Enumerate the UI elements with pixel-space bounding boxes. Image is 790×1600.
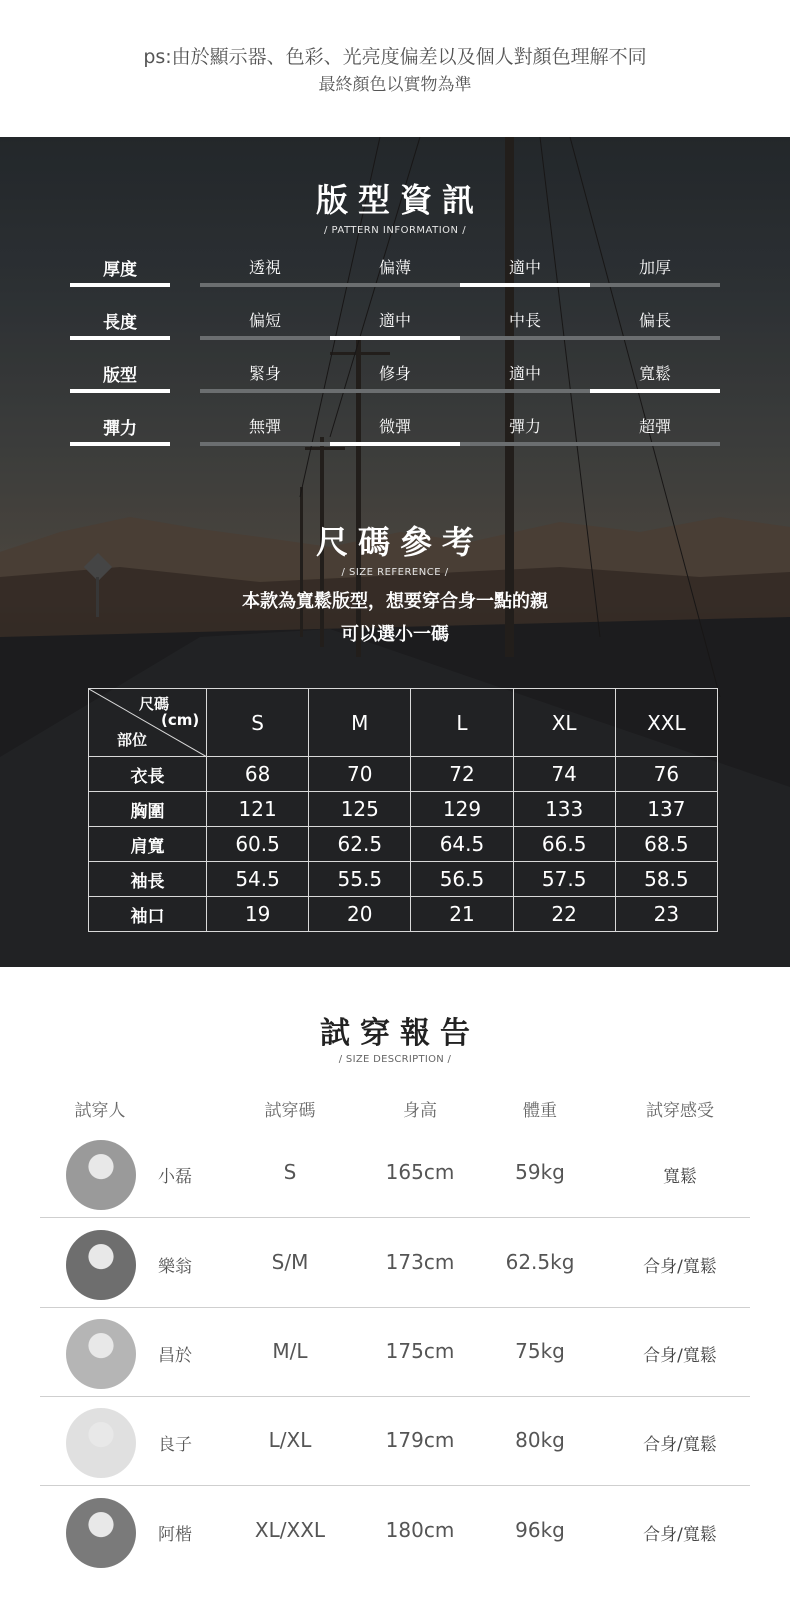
color-disclaimer: [0, 42, 790, 98]
measurement-value: 125: [309, 792, 411, 827]
tester-weight: 96kg: [515, 1518, 565, 1542]
pattern-row-label-underline: [70, 283, 170, 287]
pattern-option: 偏薄: [378, 258, 411, 277]
tester-feel: 合身/寬鬆: [643, 1346, 717, 1366]
size-chart-table: [88, 688, 718, 932]
tester-size: S: [283, 1160, 297, 1184]
pattern-selected-indicator: [460, 283, 590, 287]
pattern-scale-track: [200, 336, 720, 340]
tester-feel: 寬鬆: [663, 1167, 697, 1187]
size-advice-line-1: 本款為寬鬆版型，想要穿合身一點的親: [242, 591, 548, 612]
fitting-report-row: [40, 1130, 750, 1218]
size-reference-heading: [0, 517, 790, 578]
size-col-header: L: [411, 689, 513, 757]
tester-feel: 合身/寬鬆: [643, 1525, 717, 1545]
avatar: [66, 1498, 136, 1568]
pattern-row-label: 彈力: [103, 419, 137, 439]
measurement-value: 121: [207, 792, 309, 827]
pattern-row-label-underline: [70, 336, 170, 340]
size-advice-line-2: 可以選小一碼: [341, 624, 449, 645]
measurement-value: 62.5: [309, 827, 411, 862]
tester-name: 阿楷: [158, 1525, 192, 1545]
tester-name: 樂翁: [158, 1257, 192, 1277]
pattern-option: 緊身: [248, 364, 281, 383]
size-chart-body: [89, 757, 718, 932]
measurement-value: 60.5: [207, 827, 309, 862]
measurement-value: 21: [411, 897, 513, 932]
header-feel: 試穿感受: [646, 1101, 714, 1121]
pattern-selected-indicator: [330, 336, 460, 340]
pattern-option: 適中: [378, 311, 411, 330]
fitting-report-heading: [0, 1008, 790, 1065]
pattern-row-label: 長度: [103, 313, 137, 333]
size-col-header: M: [309, 689, 411, 757]
tester-feel: 合身/寬鬆: [643, 1435, 717, 1455]
header-person: 試穿人: [74, 1101, 126, 1121]
disclaimer-line-1: ps:由於顯示器、色彩、光亮度偏差以及個人對顏色理解不同: [143, 46, 647, 68]
measurement-part: 袖口: [89, 897, 207, 932]
size-chart-header-row: [89, 689, 718, 757]
pattern-row-label-underline: [70, 389, 170, 393]
pattern-option: 彈力: [508, 417, 541, 436]
corner-unit-label: (cm): [161, 711, 200, 729]
size-col-header: XXL: [615, 689, 717, 757]
pattern-option: 寬鬆: [638, 364, 671, 383]
measurement-value: 64.5: [411, 827, 513, 862]
measurement-value: 76: [615, 757, 717, 792]
measurement-value: 133: [513, 792, 615, 827]
pattern-option: 中長: [508, 311, 541, 330]
measurement-part: 胸圍: [89, 792, 207, 827]
measurement-part: 肩寬: [89, 827, 207, 862]
measurement-value: 23: [615, 897, 717, 932]
pattern-option: 適中: [508, 364, 541, 383]
measurement-value: 70: [309, 757, 411, 792]
size-chart-row: [89, 897, 718, 932]
tester-name: 小磊: [158, 1167, 192, 1187]
size-chart-corner: [89, 689, 207, 757]
pattern-info-title: 版型資訊: [315, 181, 484, 219]
avatar: [66, 1140, 136, 1210]
measurement-value: 19: [207, 897, 309, 932]
fitting-report-subtitle: / SIZE DESCRIPTION /: [338, 1054, 452, 1065]
size-reference-title: 尺碼參考: [315, 523, 484, 561]
tester-weight: 59kg: [515, 1160, 565, 1184]
pattern-option: 無彈: [248, 417, 281, 436]
pattern-row: [0, 361, 790, 401]
pattern-row: [0, 414, 790, 454]
tester-size: S/M: [271, 1250, 309, 1274]
avatar: [66, 1408, 136, 1478]
pattern-row-label: 版型: [103, 366, 137, 386]
measurement-value: 58.5: [615, 862, 717, 897]
measurement-part: 衣長: [89, 757, 207, 792]
tester-height: 165cm: [385, 1160, 455, 1184]
measurement-value: 72: [411, 757, 513, 792]
size-chart-row: [89, 792, 718, 827]
tester-feel: 合身/寬鬆: [643, 1257, 717, 1277]
pattern-option: 偏短: [248, 311, 281, 330]
pattern-option: 透視: [248, 258, 281, 277]
measurement-value: 20: [309, 897, 411, 932]
fitting-report-row: [40, 1398, 750, 1486]
pattern-option: 超彈: [638, 417, 671, 436]
pattern-info-heading: [0, 175, 790, 236]
tester-height: 175cm: [385, 1339, 455, 1363]
tester-weight: 80kg: [515, 1428, 565, 1452]
pattern-option: 適中: [508, 258, 541, 277]
tester-name: 昌於: [158, 1346, 192, 1366]
pattern-row: [0, 308, 790, 348]
size-advice: [0, 585, 790, 651]
tester-size: XL/XXL: [254, 1518, 326, 1542]
measurement-value: 68.5: [615, 827, 717, 862]
pattern-option: 加厚: [638, 258, 671, 277]
pattern-row-label: 厚度: [103, 260, 137, 280]
tester-height: 179cm: [385, 1428, 455, 1452]
measurement-value: 57.5: [513, 862, 615, 897]
measurement-value: 22: [513, 897, 615, 932]
measurement-value: 129: [411, 792, 513, 827]
measurement-value: 68: [207, 757, 309, 792]
measurement-value: 56.5: [411, 862, 513, 897]
measurement-value: 66.5: [513, 827, 615, 862]
measurement-value: 137: [615, 792, 717, 827]
size-col-header: S: [207, 689, 309, 757]
measurement-value: 54.5: [207, 862, 309, 897]
avatar: [66, 1230, 136, 1300]
pattern-info-subtitle: / PATTERN INFORMATION /: [323, 225, 467, 236]
measurement-value: 74: [513, 757, 615, 792]
tester-height: 180cm: [385, 1518, 455, 1542]
tester-weight: 75kg: [515, 1339, 565, 1363]
tester-size: L/XL: [268, 1428, 312, 1452]
size-col-header: XL: [513, 689, 615, 757]
pattern-option: 偏長: [638, 311, 671, 330]
corner-part-label: 部位: [117, 731, 148, 749]
corner-size-label: 尺碼: [139, 695, 170, 713]
disclaimer-line-2: 最終顏色以實物為準: [318, 75, 472, 95]
tester-size: M/L: [272, 1339, 308, 1363]
fitting-report-title: 試穿報告: [320, 1016, 480, 1051]
header-height: 身高: [403, 1101, 437, 1121]
tester-height: 173cm: [385, 1250, 455, 1274]
size-chart-row: [89, 862, 718, 897]
size-reference-subtitle: / SIZE REFERENCE /: [341, 567, 449, 578]
size-chart-row: [89, 827, 718, 862]
tester-name: 良子: [158, 1435, 192, 1455]
header-size: 試穿碼: [264, 1101, 316, 1121]
avatar: [66, 1319, 136, 1389]
pattern-row: [0, 255, 790, 295]
pattern-option: 微彈: [378, 417, 411, 436]
pattern-option: 修身: [378, 364, 411, 383]
size-chart-row: [89, 757, 718, 792]
tester-weight: 62.5kg: [505, 1250, 575, 1274]
pattern-scale-track: [200, 442, 720, 446]
pattern-selected-indicator: [590, 389, 720, 393]
fitting-report-row: [40, 1488, 750, 1576]
measurement-value: 55.5: [309, 862, 411, 897]
header-weight: 體重: [523, 1101, 557, 1121]
measurement-part: 袖長: [89, 862, 207, 897]
pattern-selected-indicator: [330, 442, 460, 446]
fitting-report-row: [40, 1309, 750, 1397]
fitting-report-row: [40, 1220, 750, 1308]
pattern-row-label-underline: [70, 442, 170, 446]
